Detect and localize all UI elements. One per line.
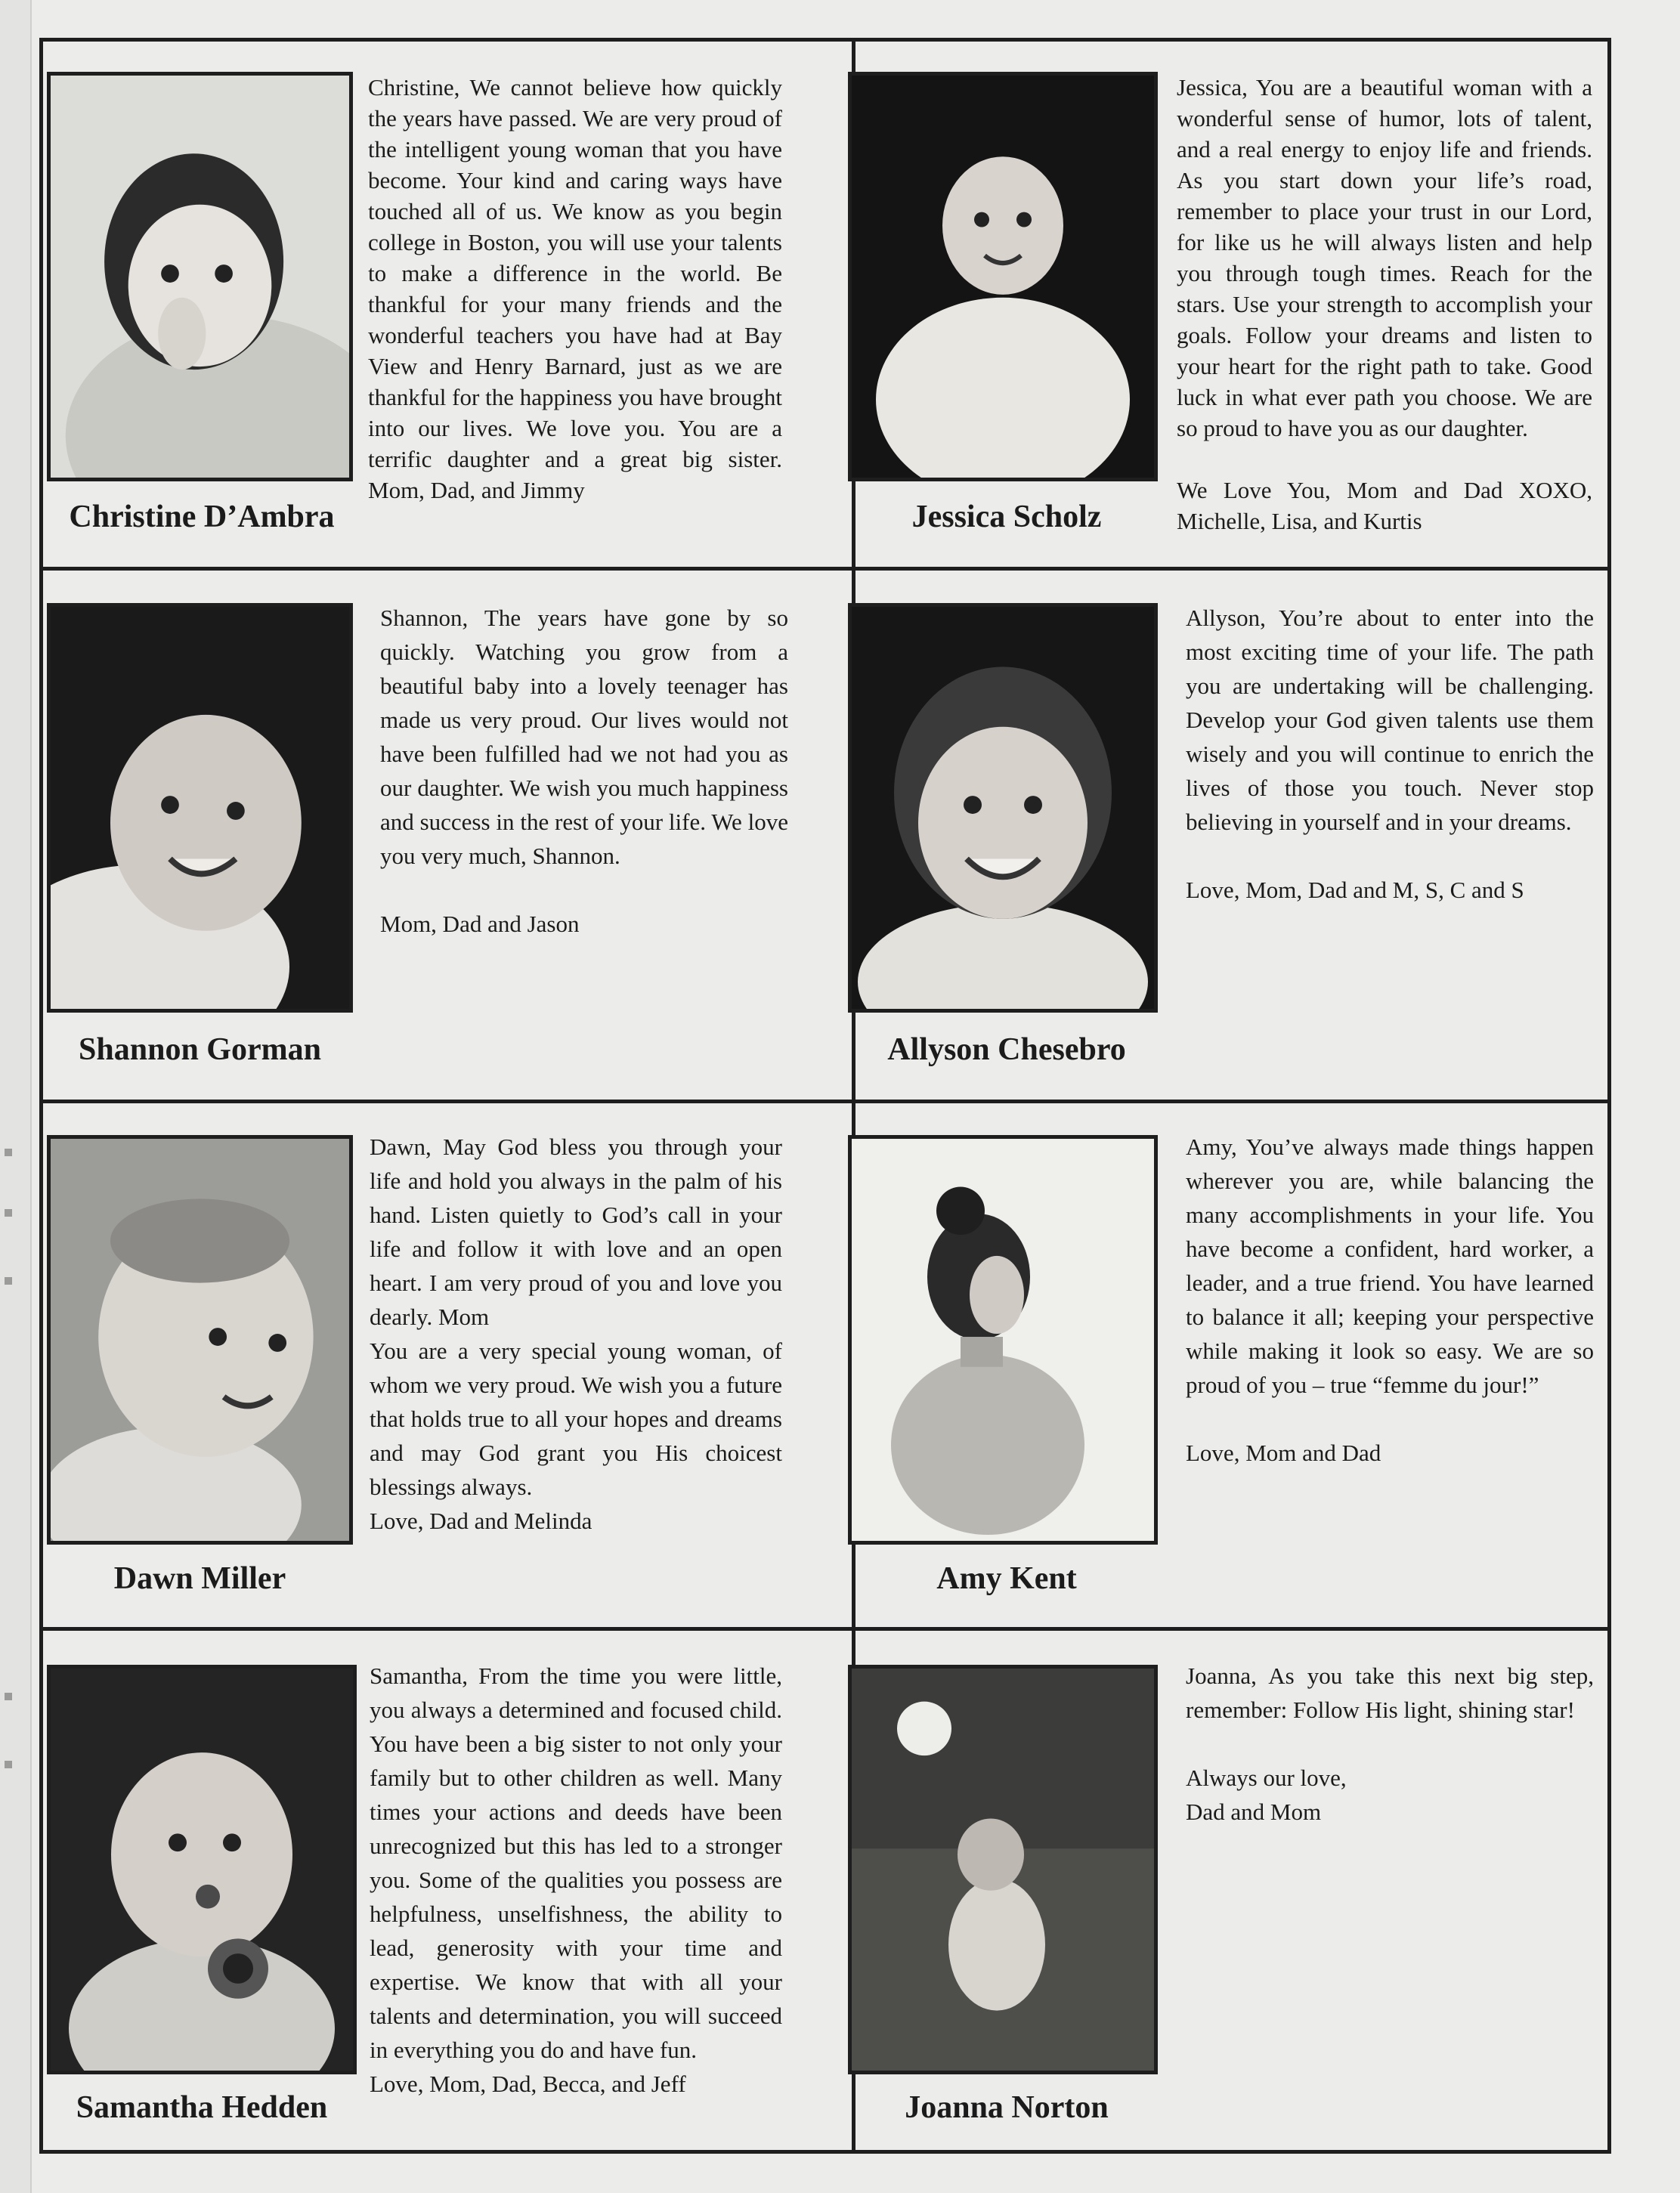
spine-mark [5, 1277, 12, 1285]
student-name: Samantha Hedden [76, 2090, 328, 2125]
message-paragraph: Amy, You’ve always made things happen wherever you are, while balancing the many accomplishments in your life. You have become a confident, hard worker, a leader, and a true friend. You have learned to balance it all; keeping your perspective while making it look so easy. We are so proud of you – true “femme du jour!” [1186, 1134, 1594, 1398]
message-paragraph: Allyson, You’re about to enter into the most exciting time of your life. The path you are undertaking will be challenging. Develop your God given talents use them wisely and you will continue to enrich the lives of those you touch. Never stop believing in yourself and in your dreams. [1186, 605, 1594, 835]
tribute-message [1186, 601, 1594, 907]
spine-mark [5, 1693, 12, 1700]
message-paragraph: You are a very special young woman, of whom we very proud. We wish you a future that holds true to all your hopes and dreams and may God grant you His choicest blessings always. [370, 1338, 782, 1500]
row-divider [43, 1100, 1611, 1103]
student-name: Christine D’Ambra [69, 500, 335, 534]
student-name: Amy Kent [936, 1561, 1077, 1596]
message-signature: Love, Mom, Dad, Becca, and Jeff [370, 2071, 686, 2097]
baby-photo-jessica [848, 72, 1158, 481]
student-name: Jessica Scholz [911, 500, 1102, 534]
tribute-message [1186, 1130, 1594, 1470]
baby-photo-shannon [47, 603, 353, 1013]
message-signature: Dad and Mom [1186, 1799, 1322, 1825]
tribute-message [1186, 1659, 1594, 1829]
spine-mark [5, 1149, 12, 1156]
spine-mark [5, 1761, 12, 1768]
message-paragraph: Joanna, As you take this next big step, remember: Follow His light, shining star! [1186, 1663, 1594, 1723]
message-signature: Love, Dad and Melinda [370, 1508, 592, 1534]
book-spine-edge [0, 0, 32, 2193]
spine-mark [5, 1209, 12, 1217]
baby-photo-christine [47, 72, 353, 481]
student-name: Shannon Gorman [79, 1032, 321, 1067]
tribute-message [380, 601, 788, 941]
baby-photo-dawn [47, 1135, 353, 1545]
tribute-message [370, 1659, 782, 2101]
message-signature: Love, Mom, Dad and M, S, C and S [1186, 877, 1524, 903]
student-name: Allyson Chesebro [887, 1032, 1126, 1067]
row-divider [43, 1627, 1611, 1631]
message-paragraph: Jessica, You are a beautiful woman with a wonderful sense of humor, lots of talent, and a real energy to enjoy life and friends. As you start down your life’s road, remember to place your trust in our Lord, for like us he will always listen and help you through tough times. Reach for the stars. Use your strength to accomplish your goals. Follow your dreams and listen to your heart for the right path to take. Good luck in what ever path you choose. We are so proud to have you as our daughter. [1177, 74, 1592, 441]
baby-photo-amy [848, 1135, 1158, 1545]
message-paragraph: Christine, We cannot believe how quickly the years have passed. We are very proud of the intelligent young woman that you have become. Your kind and caring ways have touched all of us. We know as you begin college in Boston, you will use your talents to make a difference in the world. Be thankful for your many friends and the wonderful teachers you have had at Bay View and Henry Barnard, just as we are thankful for the happiness you have brought into our lives. We love you. You are a terrific daughter and a great big sister. Mom, Dad, and Jimmy [368, 74, 782, 503]
tribute-message [368, 72, 782, 506]
tribute-message [1177, 72, 1592, 537]
message-paragraph: Dawn, May God bless you through your life and hold you always in the palm of his hand. Listen quietly to God’s call in your life and follow it with love and an open heart. I am very proud of you and love you dearly. Mom [370, 1134, 782, 1330]
baby-photo-allyson [848, 603, 1158, 1013]
senior-tributes-grid [39, 38, 1611, 2154]
message-signature: Love, Mom and Dad [1186, 1440, 1381, 1466]
message-paragraph: Samantha, From the time you were little, you always a determined and focused child. You have been a big sister to not only your family but to other children as well. Many times your actions and deeds have been unrecognized but this has led to a stronger you. Some of the qualities you possess are helpfulness, unselfishness, the ability to lead, generosity with your time and expertise. We know that with all your talents and determination, you will succeed in everything you do and have fun. [370, 1663, 782, 2063]
baby-photo-joanna [848, 1665, 1158, 2074]
student-name: Joanna Norton [905, 2090, 1109, 2125]
message-signature: We Love You, Mom and Dad XOXO, Michelle, Lisa, and Kurtis [1177, 477, 1592, 534]
tribute-message [370, 1130, 782, 1538]
row-divider [43, 567, 1611, 571]
student-name: Dawn Miller [113, 1561, 286, 1596]
message-signature: Mom, Dad and Jason [380, 911, 580, 937]
message-paragraph: Shannon, The years have gone by so quickly. Watching you grow from a beautiful baby into a lovely teenager has made us very proud. Our lives would not have been fulfilled had we not had you as our daughter. We wish you much happiness and success in the rest of your life. We love you very much, Shannon. [380, 605, 788, 869]
message-signature: Always our love, [1186, 1765, 1347, 1791]
baby-photo-samantha [47, 1665, 357, 2074]
